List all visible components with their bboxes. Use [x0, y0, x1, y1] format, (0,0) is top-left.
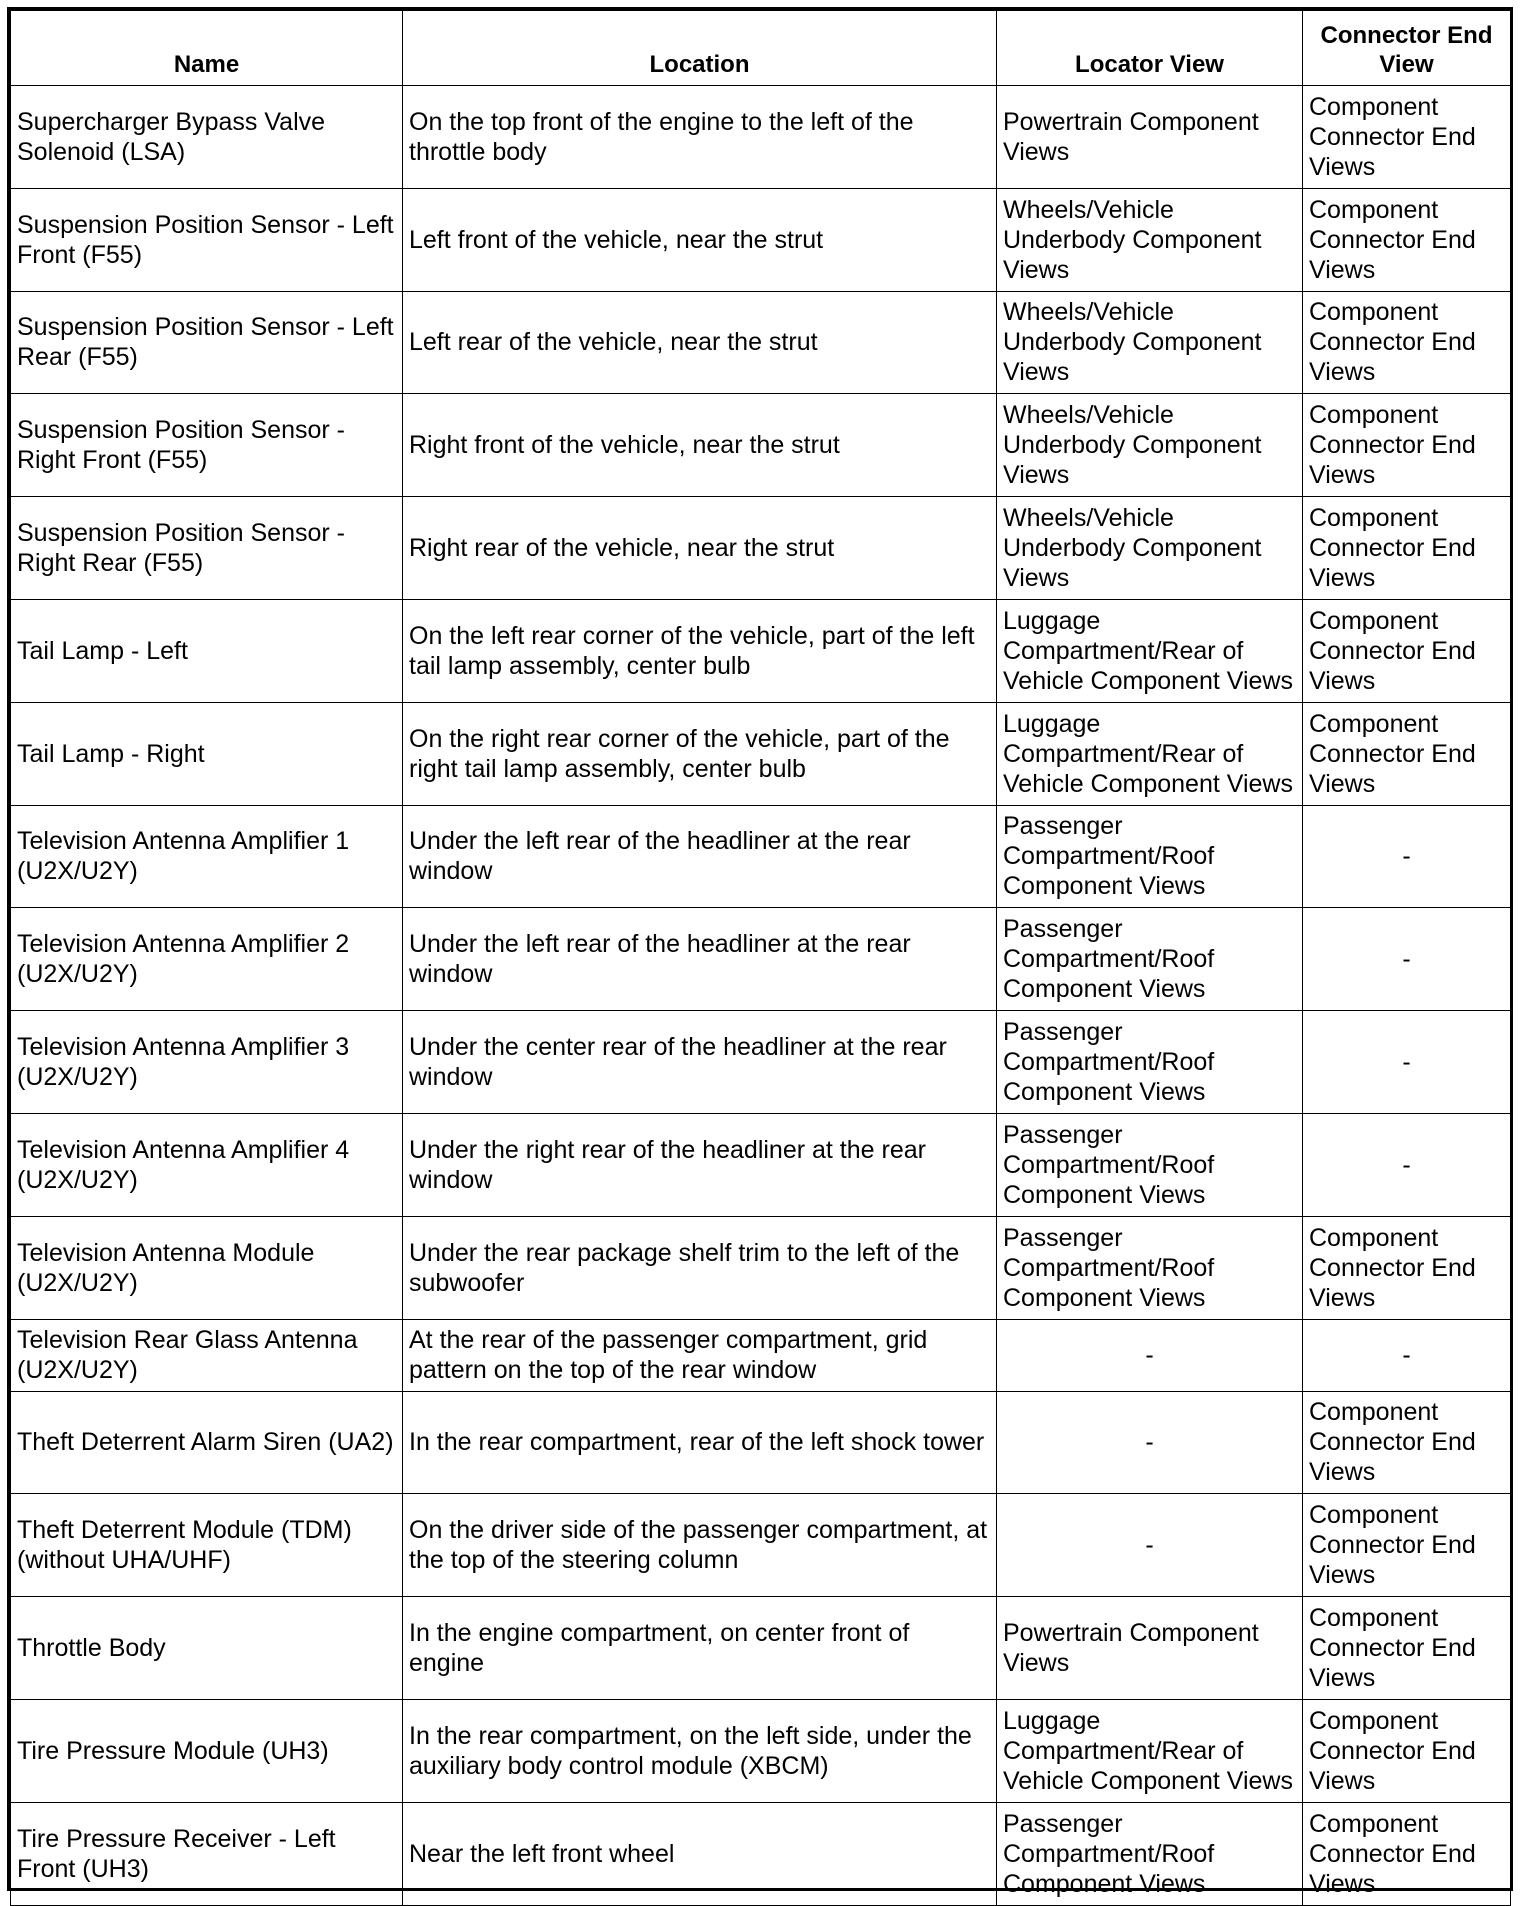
cell-connector-end-view: Component Connector End Views — [1303, 1216, 1511, 1319]
table-row — [11, 908, 1511, 1011]
cell-locator-view: Wheels/Vehicle Underbody Component Views — [997, 394, 1303, 497]
cell-locator-view: Luggage Compartment/Rear of Vehicle Component Views — [997, 702, 1303, 805]
cell-connector-end-view: - — [1303, 805, 1511, 908]
cell-locator-view: Luggage Compartment/Rear of Vehicle Component Views — [997, 1699, 1303, 1802]
cell-connector-end-view: Component Connector End Views — [1303, 1494, 1511, 1597]
cell-name: Suspension Position Sensor - Left Rear (F55) — [11, 291, 403, 394]
cell-locator-view: Passenger Compartment/Roof Component Views — [997, 1802, 1303, 1905]
cell-location: Under the center rear of the headliner at the rear window — [403, 1011, 997, 1114]
cell-connector-end-view: Component Connector End Views — [1303, 702, 1511, 805]
cell-connector-end-view: - — [1303, 908, 1511, 1011]
cell-location: Under the right rear of the headliner at the rear window — [403, 1113, 997, 1216]
cell-locator-view: Passenger Compartment/Roof Component Views — [997, 1011, 1303, 1114]
cell-locator-view: - — [997, 1319, 1303, 1391]
header-name: Name — [11, 11, 403, 86]
cell-location: At the rear of the passenger compartment, grid pattern on the top of the rear window — [403, 1319, 997, 1391]
cell-location: Under the rear package shelf trim to the left of the subwoofer — [403, 1216, 997, 1319]
table-row — [11, 188, 1511, 291]
cell-location: On the top front of the engine to the left of the throttle body — [403, 86, 997, 189]
cell-connector-end-view: Component Connector End Views — [1303, 1699, 1511, 1802]
cell-location: In the rear compartment, rear of the left shock tower — [403, 1391, 997, 1494]
cell-locator-view: - — [997, 1391, 1303, 1494]
table-row — [11, 1216, 1511, 1319]
cell-name: Television Antenna Amplifier 1 (U2X/U2Y) — [11, 805, 403, 908]
cell-name: Suspension Position Sensor - Right Rear (F55) — [11, 497, 403, 600]
cell-locator-view: Wheels/Vehicle Underbody Component Views — [997, 188, 1303, 291]
cell-locator-view: Passenger Compartment/Roof Component Views — [997, 1216, 1303, 1319]
cell-connector-end-view: Component Connector End Views — [1303, 497, 1511, 600]
table-row — [11, 1011, 1511, 1114]
cell-location: Right front of the vehicle, near the strut — [403, 394, 997, 497]
header-location: Location — [403, 11, 997, 86]
header-locator-view: Locator View — [997, 11, 1303, 86]
cell-location: Left front of the vehicle, near the strut — [403, 188, 997, 291]
table-row — [11, 1494, 1511, 1597]
cell-location: In the rear compartment, on the left side, under the auxiliary body control module (XBCM) — [403, 1699, 997, 1802]
table-row — [11, 805, 1511, 908]
cell-name: Tire Pressure Module (UH3) — [11, 1699, 403, 1802]
cell-location: On the right rear corner of the vehicle, part of the right tail lamp assembly, center bulb — [403, 702, 997, 805]
cell-locator-view: Powertrain Component Views — [997, 1597, 1303, 1700]
cell-location: Under the left rear of the headliner at the rear window — [403, 908, 997, 1011]
cell-name: Theft Deterrent Alarm Siren (UA2) — [11, 1391, 403, 1494]
cell-location: Near the left front wheel — [403, 1802, 997, 1905]
cell-name: Tail Lamp - Left — [11, 599, 403, 702]
table-row — [11, 1699, 1511, 1802]
cell-connector-end-view: - — [1303, 1011, 1511, 1114]
cell-locator-view: Passenger Compartment/Roof Component Views — [997, 805, 1303, 908]
cell-name: Throttle Body — [11, 1597, 403, 1700]
cell-location: Left rear of the vehicle, near the strut — [403, 291, 997, 394]
cell-locator-view: Passenger Compartment/Roof Component Views — [997, 1113, 1303, 1216]
table-row — [11, 702, 1511, 805]
cell-connector-end-view: Component Connector End Views — [1303, 86, 1511, 189]
cell-connector-end-view: Component Connector End Views — [1303, 291, 1511, 394]
cell-locator-view: Powertrain Component Views — [997, 86, 1303, 189]
cell-name: Suspension Position Sensor - Right Front (F55) — [11, 394, 403, 497]
cell-locator-view: Wheels/Vehicle Underbody Component Views — [997, 291, 1303, 394]
cell-name: Television Antenna Amplifier 2 (U2X/U2Y) — [11, 908, 403, 1011]
table-row — [11, 1391, 1511, 1494]
cell-locator-view: - — [997, 1494, 1303, 1597]
cell-locator-view: Wheels/Vehicle Underbody Component Views — [997, 497, 1303, 600]
cell-name: Theft Deterrent Module (TDM) (without UHA/UHF) — [11, 1494, 403, 1597]
cell-connector-end-view: Component Connector End Views — [1303, 1391, 1511, 1494]
table-row — [11, 1113, 1511, 1216]
table-row — [11, 1802, 1511, 1905]
cell-connector-end-view: - — [1303, 1319, 1511, 1391]
table-row — [11, 1597, 1511, 1700]
cell-location: On the left rear corner of the vehicle, part of the left tail lamp assembly, center bulb — [403, 599, 997, 702]
table-row — [11, 497, 1511, 600]
cell-location: In the engine compartment, on center front of engine — [403, 1597, 997, 1700]
cell-connector-end-view: Component Connector End Views — [1303, 188, 1511, 291]
cell-location: Under the left rear of the headliner at the rear window — [403, 805, 997, 908]
table-row — [11, 394, 1511, 497]
cell-connector-end-view: Component Connector End Views — [1303, 394, 1511, 497]
table-row — [11, 599, 1511, 702]
cell-name: Television Antenna Amplifier 4 (U2X/U2Y) — [11, 1113, 403, 1216]
cell-name: Supercharger Bypass Valve Solenoid (LSA) — [11, 86, 403, 189]
cell-name: Tire Pressure Receiver - Left Front (UH3) — [11, 1802, 403, 1905]
cell-name: Television Antenna Amplifier 3 (U2X/U2Y) — [11, 1011, 403, 1114]
table-row — [11, 291, 1511, 394]
cell-locator-view: Luggage Compartment/Rear of Vehicle Component Views — [997, 599, 1303, 702]
cell-name: Tail Lamp - Right — [11, 702, 403, 805]
table-row — [11, 1319, 1511, 1391]
cell-connector-end-view: Component Connector End Views — [1303, 1802, 1511, 1905]
cell-connector-end-view: Component Connector End Views — [1303, 1597, 1511, 1700]
component-locator-table-container — [7, 7, 1513, 1898]
cell-connector-end-view: Component Connector End Views — [1303, 599, 1511, 702]
header-connector-end-view: Connector End View — [1303, 11, 1511, 86]
component-locator-table — [10, 10, 1511, 1906]
cell-location: On the driver side of the passenger compartment, at the top of the steering column — [403, 1494, 997, 1597]
header-row — [11, 11, 1511, 86]
cell-locator-view: Passenger Compartment/Roof Component Views — [997, 908, 1303, 1011]
table-row — [11, 86, 1511, 189]
cell-name: Television Rear Glass Antenna (U2X/U2Y) — [11, 1319, 403, 1391]
cell-location: Right rear of the vehicle, near the strut — [403, 497, 997, 600]
cell-name: Television Antenna Module (U2X/U2Y) — [11, 1216, 403, 1319]
cell-connector-end-view: - — [1303, 1113, 1511, 1216]
cell-name: Suspension Position Sensor - Left Front (F55) — [11, 188, 403, 291]
